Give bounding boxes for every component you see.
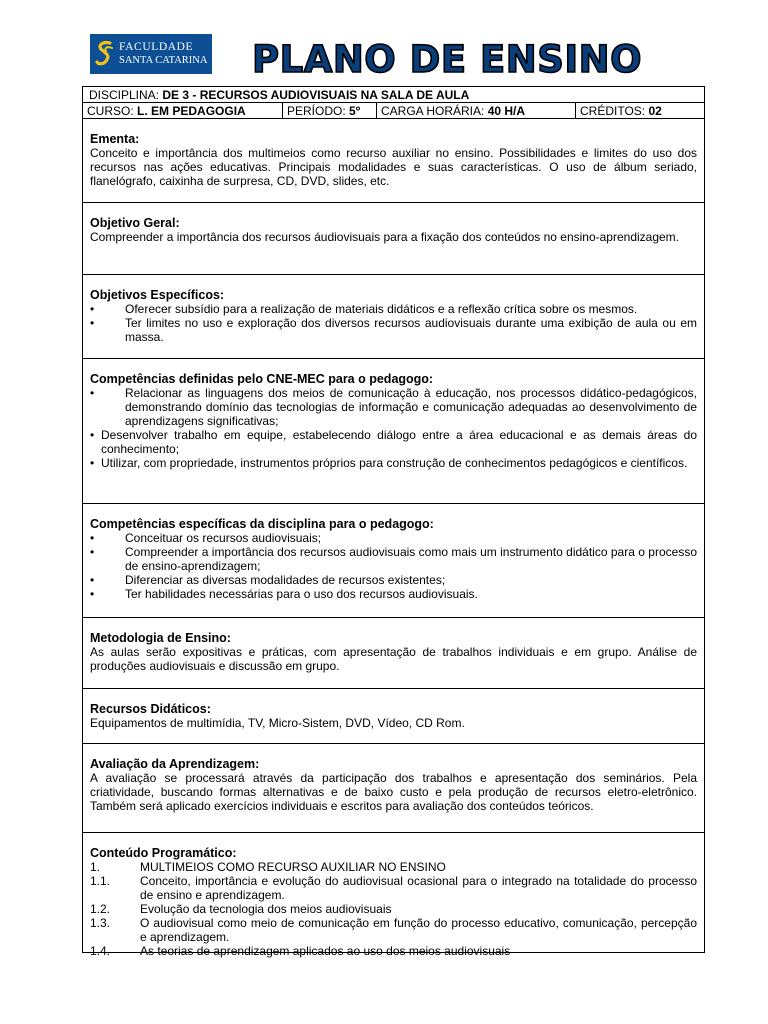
list-item-text: Utilizar, com propriedade, instrumentos próprios para construção de conhecimentos pedagógicos e científicos. [101, 456, 688, 470]
bullet-list [90, 386, 697, 470]
bullet-list [90, 302, 697, 344]
bullet-icon: • [90, 456, 95, 470]
list-item-text: Oferecer subsídio para a realização de materiais didáticos e a reflexão crítica sobre os mesmos. [125, 302, 638, 316]
list-item-text: Ter limites no uso e exploração dos diversos recursos audiovisuais durante uma exibição de aula ou em massa. [125, 316, 697, 344]
numbered-list [90, 860, 697, 958]
list-item-text: MULTIMEIOS COMO RECURSO AUXILIAR NO ENSINO [140, 860, 446, 874]
list-item-text: Conceito, importância e evolução do audiovisual ocasional para o integrado na totalidade do processo de ensino e aprendizagem. [140, 874, 697, 902]
logo-s-mark-icon [94, 39, 116, 69]
item-number: 1. [90, 860, 101, 874]
section-title: Objetivos Específicos: [90, 288, 225, 302]
section-objetivo-geral [83, 203, 704, 275]
list-item [90, 902, 697, 916]
list-item-text: Conceituar os recursos audiovisuais; [125, 531, 322, 545]
item-number: 1.1. [90, 874, 111, 888]
workload-cell [377, 103, 576, 118]
section-text: A avaliação se processará através da participação dos trabalhos e apresentação dos seminários. Pela criatividade, buscando formas alternativas e de baixo custo e pela produção de recursos eletro-eletrônico. Também será aplicado exercícios individuais e escritos para avaliação dos conteúdos teóricos. [90, 771, 697, 813]
list-item-text: Evolução da tecnologia dos meios audiovisuais [140, 902, 392, 916]
section-title: Ementa: [90, 132, 140, 146]
period-cell [283, 103, 377, 118]
credits-value: 02 [648, 104, 662, 118]
section-title: Competências específicas da disciplina para o pedagogo: [90, 517, 434, 531]
section-title: Metodologia de Ensino: [90, 631, 231, 645]
section-text: Compreender a importância dos recursos áudiovisuais para a fixação dos conteúdos no ensino-aprendizagem. [90, 230, 680, 244]
workload-label: CARGA HORÁRIA: [381, 104, 488, 118]
list-item-text: Ter habilidades necessárias para o uso dos recursos audiovisuais. [125, 587, 478, 601]
course-label: CURSO: [87, 104, 138, 118]
list-item-text: Compreender a importância dos recursos audiovisuais como mais um instrumento didático para o processo de ensino-aprendizagem; [125, 545, 697, 573]
list-item-text: O audiovisual como meio de comunicação em função do processo educativo, comunicação, percepção e aprendizagem. [140, 916, 697, 944]
bullet-icon: • [90, 531, 95, 545]
section-title: Competências definidas pelo CNE-MEC para o pedagogo: [90, 372, 434, 386]
bullet-icon: • [90, 386, 95, 400]
section-objetivos-especificos [83, 275, 704, 359]
page-title: PLANO DE ENSINO [252, 38, 643, 81]
logo-line-2: SANTA CATARINA [119, 54, 208, 66]
section-ementa [83, 119, 704, 203]
section-avaliacao [83, 744, 704, 833]
bullet-icon: • [90, 573, 95, 587]
course-cell [83, 103, 283, 118]
list-item [90, 316, 697, 344]
credits-cell [576, 103, 704, 118]
discipline-label: DISCIPLINA: [89, 88, 163, 102]
section-title: Recursos Didáticos: [90, 702, 211, 716]
discipline-value: DE 3 - RECURSOS AUDIOVISUAIS NA SALA DE AULA [162, 88, 470, 102]
bullet-icon: • [90, 545, 95, 559]
list-item [90, 545, 697, 573]
item-number: 1.2. [90, 902, 111, 916]
list-item [90, 302, 697, 316]
period-label: PERÍODO: [287, 104, 350, 118]
plan-table [82, 86, 705, 958]
list-item [90, 587, 697, 601]
list-item [90, 386, 697, 428]
list-item [90, 428, 697, 456]
period-value: 5º [349, 104, 361, 118]
item-number: 1.3. [90, 916, 111, 930]
list-item-text: As teorias de aprendizagem aplicados ao uso dos meios audiovisuais [140, 944, 511, 958]
list-item [90, 860, 697, 874]
logo-line-1: FACULDADE [119, 41, 194, 53]
logo-text [119, 42, 207, 66]
course-row [83, 103, 704, 119]
bullet-icon: • [90, 587, 95, 601]
section-text: Conceito e importância dos multimeios como recurso auxiliar no ensino. Possibilidades e limites do uso dos recursos nas ações educativas. Principais modalidades e suas características. O uso de álbum seriado, flanelógrafo, caixinha de surpresa, CD, DVD, slides, etc. [90, 146, 697, 188]
list-item [90, 916, 697, 944]
bullet-icon: • [90, 428, 95, 442]
list-item-text: Relacionar as linguagens dos meios de comunicação à educação, nos processos didático-pedagógicos, demonstrando domínio das tecnologias de informação e comunicação adequadas ao desenvolvimento de aprendizagens significativas; [125, 386, 697, 428]
section-text: As aulas serão expositivas e práticas, com apresentação de trabalhos individuais e em grupo. Análise de produções audiovisuais e discussão em grupo. [90, 645, 697, 673]
list-item [90, 874, 697, 902]
section-recursos [83, 689, 704, 744]
bullet-icon: • [90, 302, 95, 316]
section-text: Equipamentos de multimídia, TV, Micro-Sistem, DVD, Vídeo, CD Rom. [90, 716, 465, 730]
list-item [90, 531, 697, 545]
item-number: 1.4. [90, 944, 111, 958]
section-title: Conteúdo Programático: [90, 846, 237, 860]
list-item [90, 456, 697, 470]
list-item-text: Desenvolver trabalho em equipe, estabelecendo diálogo entre a área educacional e as demais áreas do conhecimento; [101, 428, 697, 456]
bullet-icon: • [90, 316, 95, 330]
credits-label: CRÉDITOS: [580, 104, 649, 118]
section-conteudo [83, 833, 704, 958]
faculty-logo [90, 34, 212, 74]
section-title: Avaliação da Aprendizagem: [90, 757, 260, 771]
list-item-text: Diferenciar as diversas modalidades de recursos existentes; [125, 573, 446, 587]
workload-value: 40 H/A [487, 104, 526, 118]
section-title: Objetivo Geral: [90, 216, 180, 230]
discipline-row [83, 87, 704, 103]
section-metodologia [83, 618, 704, 689]
section-competencias-cne [83, 359, 704, 504]
list-item [90, 944, 697, 958]
section-competencias-especificas [83, 504, 704, 618]
bullet-list [90, 531, 697, 601]
list-item [90, 573, 697, 587]
course-value: L. EM PEDAGOGIA [137, 104, 246, 118]
